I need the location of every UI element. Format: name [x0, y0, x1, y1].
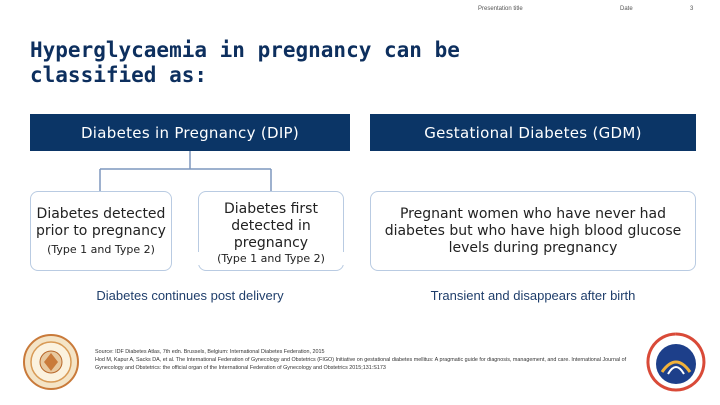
page-number: 3	[690, 6, 694, 12]
presentation-title-label: Presentation title	[478, 6, 523, 12]
dip-prior-box	[30, 191, 172, 271]
gdm-box	[370, 191, 696, 271]
ministry-emblem-icon	[22, 333, 80, 395]
dip-first-detected-subtext: (Type 1 and Type 2)	[198, 252, 344, 265]
dip-first-detected-text: Diabetes first detected in pregnancy	[224, 201, 318, 251]
gdm-banner-label: Gestational Diabetes (GDM)	[424, 123, 642, 142]
society-logo-icon	[644, 330, 708, 398]
gdm-description: Pregnant women who have never had diabetes but who have high blood glucose levels during pregnancy	[384, 205, 682, 256]
dip-banner	[30, 114, 350, 151]
dip-prior-text: Diabetes detected prior to pregnancy	[36, 205, 166, 239]
dip-banner-label: Diabetes in Pregnancy (DIP)	[80, 123, 300, 142]
dip-prior-subtext: (Type 1 and Type 2)	[47, 242, 155, 256]
dip-connector-lines	[0, 151, 720, 191]
dip-outcome: Diabetes continues post delivery	[96, 288, 284, 303]
date-label: Date	[620, 6, 633, 12]
source-line-1: Source: IDF Diabetes Atlas, 7th edn. Brussels, Belgium: International Diabetes Federation, 2015	[95, 349, 325, 355]
gdm-outcome: Transient and disappears after birth	[430, 288, 636, 303]
slide-title: Hyperglycaemia in pregnancy can be classified as:	[30, 38, 460, 87]
gdm-banner	[370, 114, 696, 151]
source-citation	[95, 348, 640, 372]
source-line-2: Hod M, Kapur A, Sacks DA, et al. The International Federation of Gynecology and Obstetrics (FIGO) Initiative on gestational diabetes mellitus: A pragmatic guide for diagnosis, management, and care. International Journal of Gynecology and Obstetrics: the official organ of the International Federation of Gynecology and Obstetrics 2015;131:S173	[95, 357, 627, 371]
